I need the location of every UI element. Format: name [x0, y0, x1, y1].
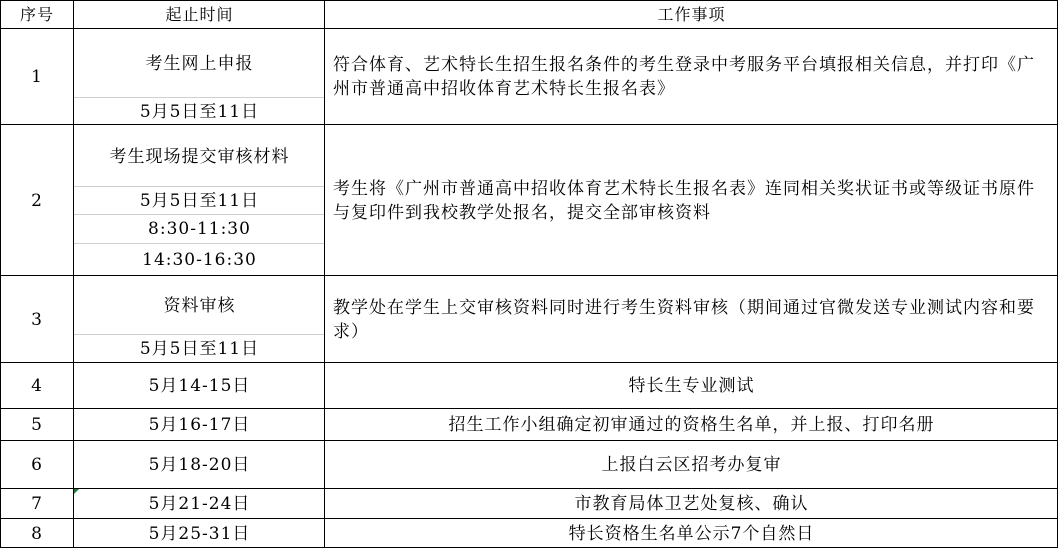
row-8-no: 8 — [31, 523, 43, 544]
grid-line-col-1 — [73, 0, 74, 548]
row-7-task: 市教育局体卫艺处复核、确认 — [574, 494, 809, 514]
row-7-time: 5月21-24日 — [148, 494, 251, 514]
row-5-no: 5 — [31, 415, 43, 435]
row-8-time: 5月25-31日 — [148, 523, 251, 544]
row-5-time: 5月16-17日 — [148, 415, 251, 435]
row-6-no: 6 — [31, 455, 43, 475]
row-4-no: 4 — [31, 376, 43, 396]
row-2-task: 考生将《广州市普通高中招收体育艺术特长生报名表》连同相关奖状证书或等级证书原件与复印件到我校教学处报名，提交全部审核资料 — [333, 178, 1035, 223]
row-2-time-line-3: 14:30-16:30 — [142, 249, 257, 270]
grid-line-row-1 — [0, 124, 1058, 125]
grid-line-row-4 — [0, 408, 1058, 409]
grid-line-header — [0, 28, 1058, 29]
row-2-time-line-2: 8:30-11:30 — [148, 219, 251, 239]
row-7-no: 7 — [31, 494, 43, 514]
cell-comment-marker — [74, 489, 79, 494]
grid-line-top — [0, 0, 1058, 1]
header-time: 起止时间 — [165, 4, 234, 24]
grid-line-row-3 — [0, 362, 1058, 363]
grid-line-row-2 — [0, 275, 1058, 276]
row-4-task: 特长生专业测试 — [628, 376, 755, 396]
row-2-time-line-1: 5月5日至11日 — [139, 190, 260, 211]
row-1-time-line-1: 5月5日至11日 — [139, 101, 260, 122]
row-6-task: 上报白云区招考办复审 — [601, 455, 782, 475]
row-2-no: 2 — [31, 190, 43, 211]
row-1-time-title: 考生网上申报 — [145, 54, 254, 74]
row-2-time-title: 考生现场提交审核材料 — [109, 147, 290, 167]
grid-line-col-2 — [324, 0, 325, 548]
header-no: 序号 — [19, 4, 54, 24]
grid-line-row-5 — [0, 440, 1058, 441]
row-3-task: 教学处在学生上交审核资料同时进行考生资料审核（期间通过官微发送专业测试内容和要求） — [333, 297, 1035, 342]
grid-line-left — [0, 0, 1, 548]
row-8-task: 特长资格生名单公示7个自然日 — [568, 523, 815, 544]
grid-line-row-6 — [0, 488, 1058, 489]
row-1-no: 1 — [31, 67, 43, 87]
row-3-time-line-1: 5月5日至11日 — [139, 338, 260, 359]
row-6-time: 5月18-20日 — [148, 455, 251, 475]
row-1-task: 符合体育、艺术特长生招生报名条件的考生登录中考服务平台填报相关信息，并打印《广州市普通高中招收体育艺术特长生报名表》 — [333, 55, 1035, 99]
row-3-no: 3 — [31, 309, 43, 330]
header-task: 工作事项 — [657, 4, 726, 24]
row-4-time: 5月14-15日 — [148, 376, 251, 396]
grid-line-row-7 — [0, 518, 1058, 519]
row-5-task: 招生工作小组确定初审通过的资格生名单，并上报、打印名册 — [448, 415, 935, 435]
row-3-time-title: 资料审核 — [163, 296, 236, 316]
